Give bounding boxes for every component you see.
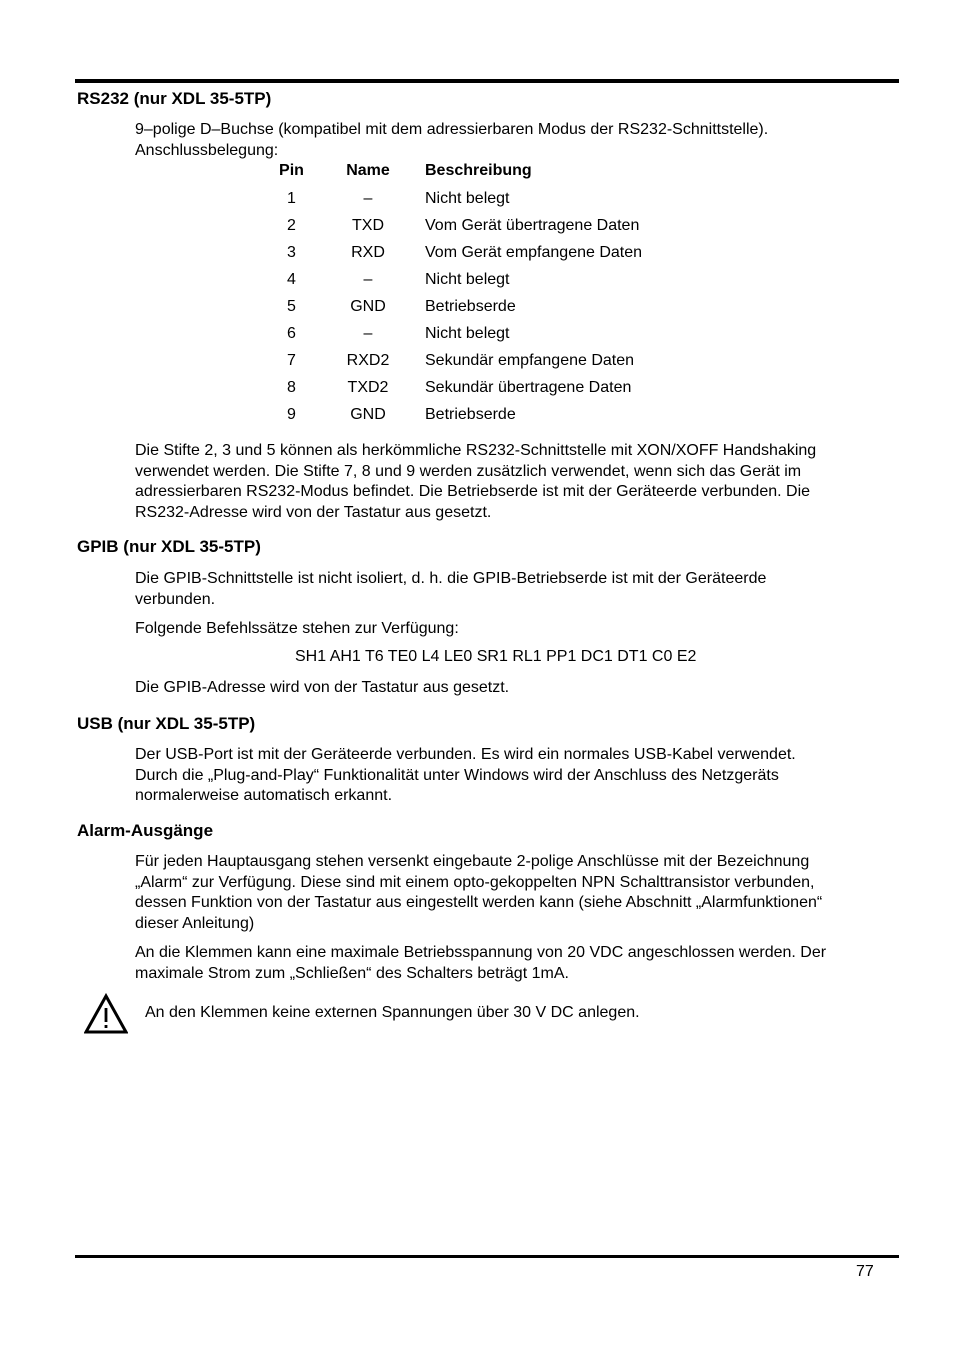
table-row <box>270 217 690 239</box>
cell-pin: 3 <box>287 244 296 261</box>
cell-description: Nicht belegt <box>425 325 510 342</box>
table-row <box>270 190 690 212</box>
table-header-row <box>270 162 690 184</box>
cell-pin: 1 <box>287 190 296 207</box>
alarm-text-line: dessen Funktion von der Tastatur aus eingestellt werden kann (siehe Abschnitt „Alarmfunktionen“ <box>135 894 823 911</box>
cell-pin: 6 <box>287 325 296 342</box>
rs232-intro-line: 9–polige D–Buchse (kompatibel mit dem adressierbaren Modus der RS232-Schnittstelle). <box>135 121 769 138</box>
usb-text <box>135 745 905 807</box>
alarm-text-line: An die Klemmen kann eine maximale Betriebsspannung von 20 VDC angeschlossen werden. Der <box>135 944 827 961</box>
header-description: Beschreibung <box>425 162 532 179</box>
cell-name: GND <box>350 406 386 423</box>
usb-text-line: normalerweise automatisch erkannt. <box>135 787 393 804</box>
cell-name: RXD <box>351 244 385 261</box>
table-row <box>270 244 690 266</box>
rs232-notes <box>135 441 905 523</box>
rs232-notes-line: adressierbaren RS232-Modus befindet. Die Betriebserde ist mit der Geräteerde verbunden. Die <box>135 483 811 500</box>
top-rule <box>75 79 899 83</box>
gpib-isolation-line: Die GPIB-Schnittstelle ist nicht isoliert, d. h. die GPIB-Betriebserde ist mit der Geräteerde <box>135 570 767 587</box>
alarm-text-line: Für jeden Hauptausgang stehen versenkt eingebaute 2-polige Anschlüsse mit der Bezeichnung <box>135 853 810 870</box>
rs232-notes-line: RS232-Adresse wird von der Tastatur aus gesetzt. <box>135 503 492 521</box>
bottom-rule <box>75 1255 899 1258</box>
cell-name: GND <box>350 298 386 315</box>
usb-text-line: Durch die „Plug-and-Play“ Funktionalität unter Windows wird der Anschluss des Netzgeräts <box>135 766 779 784</box>
cell-pin: 4 <box>287 271 296 288</box>
alarm-text-line: maximale Strom zum „Schließen“ des Schalters beträgt 1mA. <box>135 964 569 982</box>
cell-description: Sekundär übertragene Daten <box>425 379 632 396</box>
gpib-commands-intro: Folgende Befehlssätze stehen zur Verfügung: <box>135 620 459 637</box>
warning-triangle-icon <box>84 993 128 1035</box>
usb-heading: USB (nur XDL 35-5TP) <box>77 714 256 733</box>
rs232-notes-line: verwendet werden. Die Stifte 7, 8 und 9 werden zusätzlich verwendet, wenn sich das Gerät im <box>135 462 802 480</box>
alarm-text-line: „Alarm“ zur Verfügung. Diese sind mit einem opto-gekoppelten NPN Schalttransistor verbunden, <box>135 873 815 891</box>
alarm-text-2 <box>135 943 905 984</box>
cell-name: TXD2 <box>347 379 389 396</box>
cell-name: – <box>363 190 373 207</box>
warning-text: An den Klemmen keine externen Spannungen über 30 V DC anlegen. <box>145 1004 640 1021</box>
table-row <box>270 406 690 428</box>
rs232-heading: RS232 (nur XDL 35-5TP) <box>77 89 272 108</box>
cell-description: Nicht belegt <box>425 190 510 207</box>
cell-name: – <box>363 271 373 288</box>
cell-pin: 5 <box>287 298 296 315</box>
rs232-notes-line: Die Stifte 2, 3 und 5 können als herkömmliche RS232-Schnittstelle mit XON/XOFF Handshaking <box>135 442 817 459</box>
cell-description: Sekundär empfangene Daten <box>425 352 635 369</box>
cell-pin: 9 <box>287 406 296 423</box>
gpib-heading: GPIB (nur XDL 35-5TP) <box>77 537 261 556</box>
rs232-intro-line: Anschlussbelegung: <box>135 141 279 159</box>
table-row <box>270 271 690 293</box>
rs232-intro <box>135 120 905 161</box>
usb-text-line: Der USB-Port ist mit der Geräteerde verbunden. Es wird ein normales USB-Kabel verwendet. <box>135 746 796 763</box>
gpib-address-note: Die GPIB-Adresse wird von der Tastatur aus gesetzt. <box>135 679 510 696</box>
alarm-text-line: dieser Anleitung) <box>135 914 255 932</box>
cell-pin: 8 <box>287 379 296 396</box>
gpib-isolation-line: verbunden. <box>135 590 216 608</box>
table-row <box>270 325 690 347</box>
cell-pin: 2 <box>287 217 296 234</box>
page-number: 77 <box>856 1263 874 1280</box>
cell-description: Vom Gerät empfangene Daten <box>425 244 643 261</box>
gpib-command-sets: SH1 AH1 T6 TE0 L4 LE0 SR1 RL1 PP1 DC1 DT1 C0 E2 <box>295 648 697 665</box>
cell-description: Vom Gerät übertragene Daten <box>425 217 640 234</box>
alarm-heading: Alarm-Ausgänge <box>77 821 214 840</box>
alarm-text-1 <box>135 852 905 934</box>
cell-description: Betriebserde <box>425 406 516 423</box>
cell-name: TXD <box>352 217 384 234</box>
cell-description: Nicht belegt <box>425 271 510 288</box>
cell-description: Betriebserde <box>425 298 516 315</box>
cell-name: – <box>363 325 373 342</box>
gpib-isolation-text <box>135 569 905 610</box>
cell-pin: 7 <box>287 352 296 369</box>
header-name: Name <box>346 162 390 179</box>
table-row <box>270 379 690 401</box>
header-pin: Pin <box>279 162 304 179</box>
table-row <box>270 298 690 320</box>
table-row <box>270 352 690 374</box>
cell-name: RXD2 <box>346 352 390 369</box>
